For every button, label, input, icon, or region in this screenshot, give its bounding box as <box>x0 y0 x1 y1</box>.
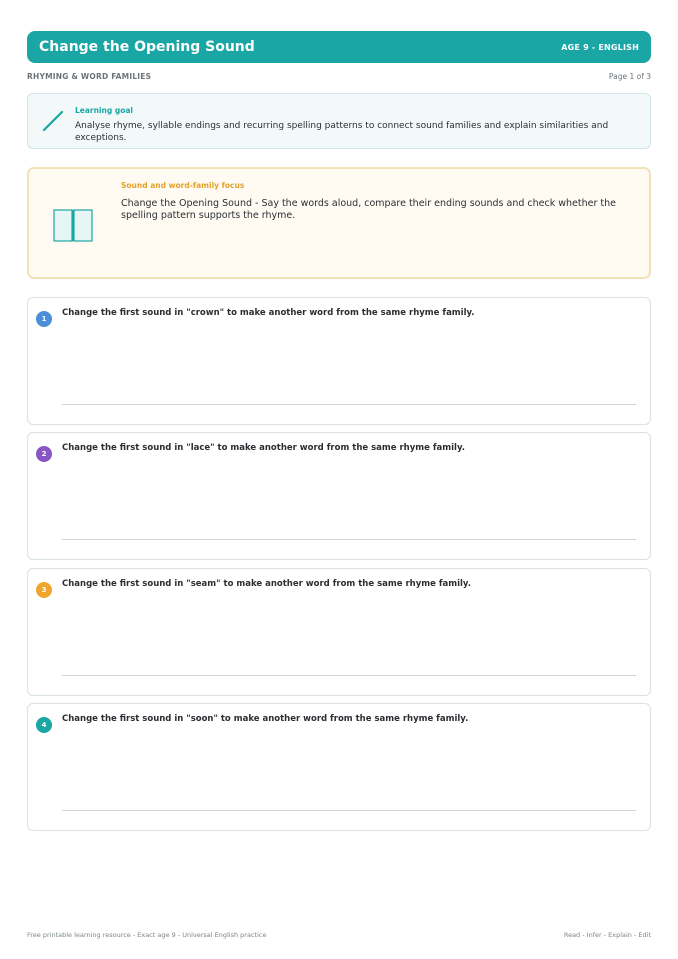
page-indicator: Page 1 of 3 <box>608 71 651 81</box>
pencil-icon <box>40 108 66 134</box>
focus-box <box>27 167 651 279</box>
question-card <box>27 568 651 696</box>
question-card <box>27 703 651 831</box>
age-subject-badge: AGE 9 - ENGLISH <box>561 42 639 52</box>
question-number-badge: 4 <box>36 717 52 733</box>
answer-line[interactable] <box>62 404 636 405</box>
answer-line[interactable] <box>62 810 636 811</box>
question-number-badge: 1 <box>36 311 52 327</box>
question-text: Change the first sound in "seam" to make another word from the same rhyme family. <box>62 579 471 589</box>
learning-goal-label: Learning goal <box>75 106 134 115</box>
question-card <box>27 432 651 560</box>
question-text: Change the first sound in "lace" to make another word from the same rhyme family. <box>62 443 465 453</box>
worksheet-title: Change the Opening Sound <box>39 39 255 55</box>
footer-right-text: Read - Infer - Explain - Edit <box>563 931 651 939</box>
learning-goal-box <box>27 93 651 149</box>
answer-line[interactable] <box>62 539 636 540</box>
focus-label: Sound and word-family focus <box>121 181 245 190</box>
question-text: Change the first sound in "soon" to make another word from the same rhyme family. <box>62 714 469 724</box>
question-number-badge: 2 <box>36 446 52 462</box>
question-text: Change the first sound in "crown" to make another word from the same rhyme family. <box>62 308 475 318</box>
learning-goal-text: Analyse rhyme, syllable endings and recurring spelling patterns to connect sound families and explain similarities and exceptions. <box>75 121 609 143</box>
focus-text: Change the Opening Sound - Say the words aloud, compare their ending sounds and check whether the spelling pattern supports the rhyme. <box>121 198 616 221</box>
book-icon <box>53 209 93 243</box>
category-label: RHYMING & WORD FAMILIES <box>27 71 152 81</box>
worksheet-header <box>27 31 651 63</box>
question-number-badge: 3 <box>36 582 52 598</box>
footer-left-text: Free printable learning resource - Exact age 9 - Universal English practice <box>27 931 267 939</box>
subheader <box>27 70 651 82</box>
answer-line[interactable] <box>62 675 636 676</box>
question-card <box>27 297 651 425</box>
